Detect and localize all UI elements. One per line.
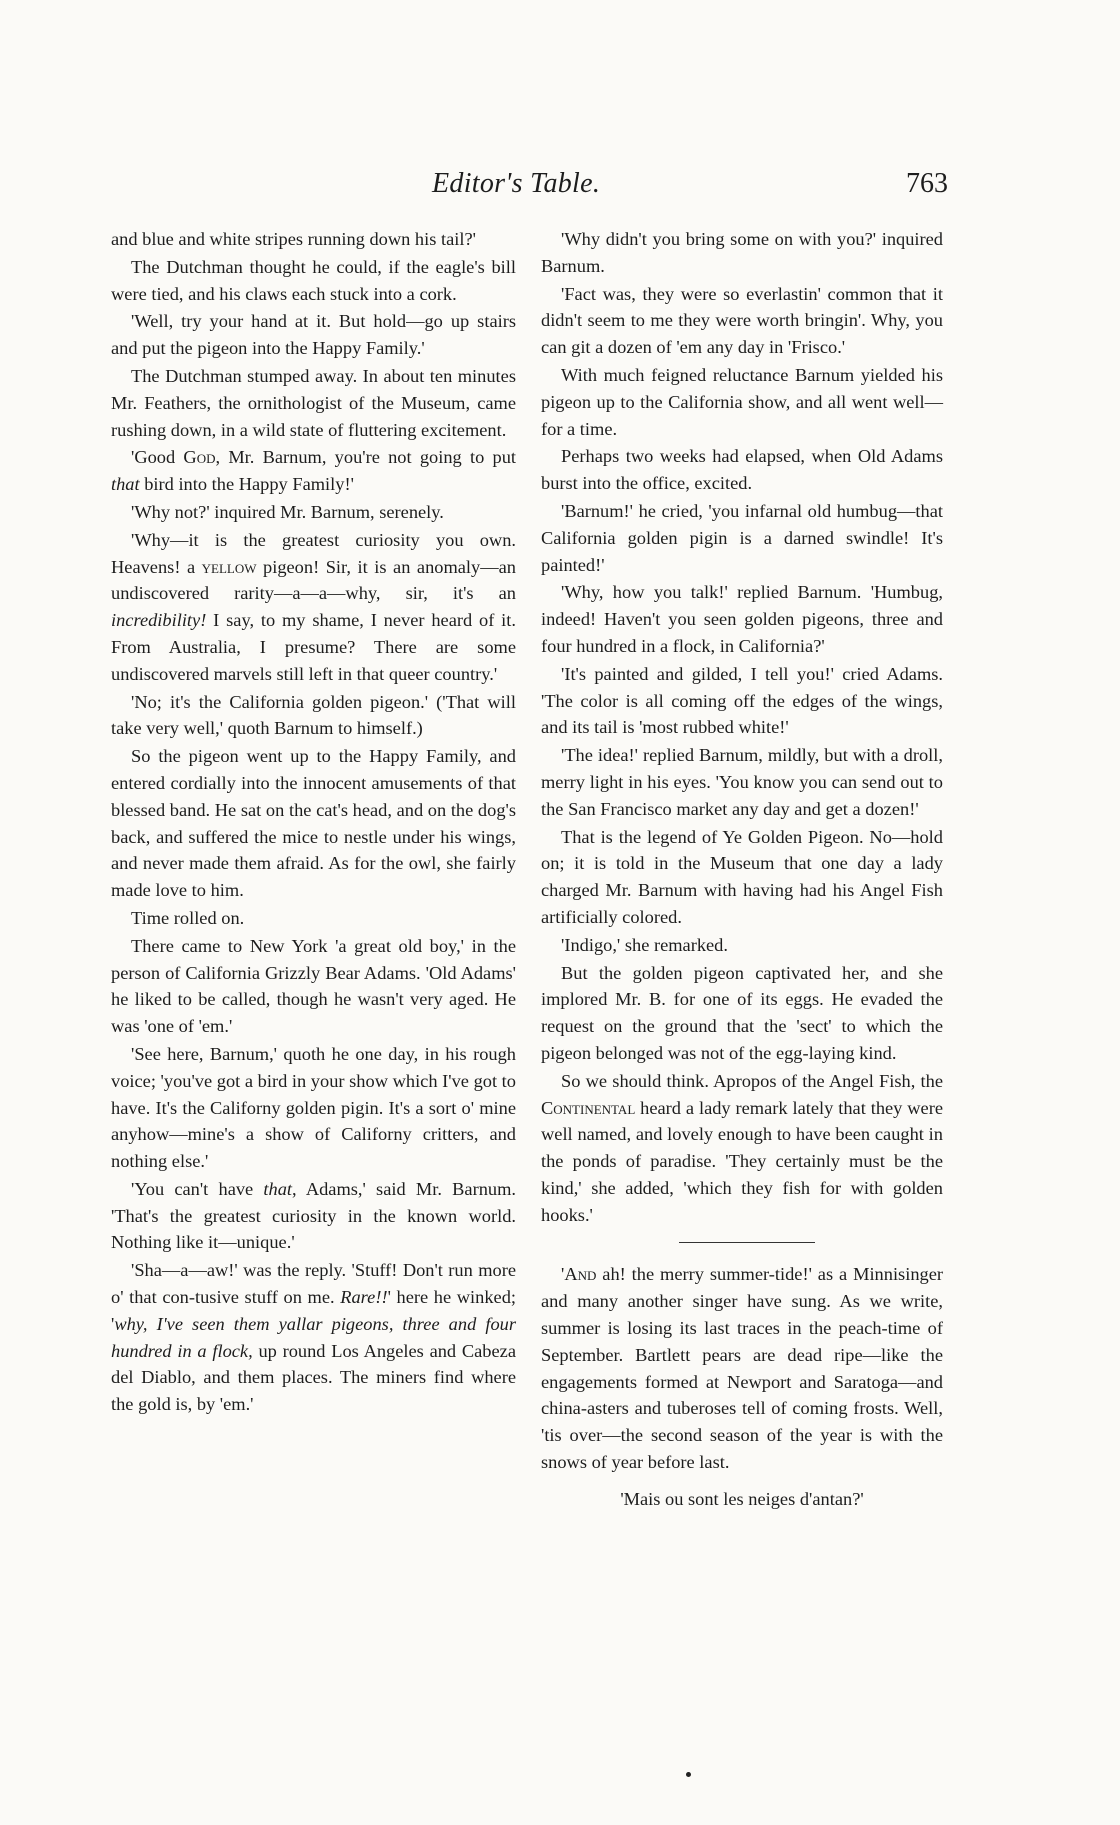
page-number: 763 <box>906 168 948 199</box>
paragraph <box>541 1068 943 1229</box>
paragraph: 'It's painted and gilded, I tell you!' cried Adams. 'The color is all coming off the edges of the wings, and its tail is 'most rubbed white!' <box>541 663 943 738</box>
text-run: , Mr. Barnum, you're not going to put <box>215 447 516 468</box>
paragraph: 'See here, Barnum,' quoth he one day, in his rough voice; 'you've got a bird in your show which I've got to have. It's the Californy golden pigin. It's a sort o' mine anyhow—mine's a show of Californy critters, and nothing else.' <box>111 1043 516 1172</box>
small-caps-text: yellow <box>201 556 257 577</box>
small-caps-text: Continental <box>541 1097 636 1118</box>
running-head <box>0 168 1120 208</box>
paragraph: The Dutchman stumped away. In about ten minutes Mr. Feathers, the ornithologist of the Museum, came rushing down, in a wild state of fluttering excitement. <box>111 365 516 440</box>
paragraph <box>111 1257 516 1418</box>
paragraph <box>111 444 516 498</box>
paragraph: With much feigned reluctance Barnum yielded his pigeon up to the California show, and all went well—for a time. <box>541 364 943 439</box>
text-run: , Adams,' said Mr. Barnum. 'That's the greatest curiosity in the known world. Nothing like it—unique.' <box>111 1178 516 1253</box>
small-caps-text: And <box>564 1264 597 1285</box>
italic-text: Rare!! <box>340 1287 388 1308</box>
italic-text: that <box>263 1178 293 1199</box>
paragraph <box>111 527 516 688</box>
paragraph: That is the legend of Ye Golden Pigeon. No—hold on; it is told in the Museum that one day a lady charged Mr. Barnum with having had his Angel Fish artificially colored. <box>541 826 943 927</box>
paragraph: 'Why not?' inquired Mr. Barnum, serenely. <box>131 501 444 522</box>
paragraph: and blue and white stripes running down his tail?' <box>111 229 476 249</box>
text-run: pigeon! Sir, it is an anomaly—an undiscovered rarity—a—a—why, sir, it's an <box>111 556 516 604</box>
paragraph: 'Fact was, they were so everlastin' common that it didn't seem to me they were worth bringin'. Why, you can git a dozen of 'em any day in 'Frisco.' <box>541 283 943 358</box>
paragraph: Time rolled on. <box>131 907 245 928</box>
epigraph: 'Mais ou sont les neiges d'antan?' <box>620 1488 864 1509</box>
small-caps-text: God <box>183 447 216 468</box>
text-run: ' here he winked; ' <box>111 1287 516 1334</box>
text-run: ah! the merry summer-tide!' as a Minnisinger and many another singer have sung. As we write, summer is losing its last traces in the peach-time of September. Bartlett pears are dead ripe—like the engagements formed at Newport and Saratoga—and china-asters and tuberoses tell of coming frosts. Well, 'tis over—the second season of the year is with the snows of year before last. <box>541 1264 943 1473</box>
italic-text: incredibility! <box>111 610 207 631</box>
text-run: 'Why—it is the greatest curiosity you own. Heavens! a <box>111 529 516 577</box>
printer-mark <box>686 1772 691 1777</box>
text-run: So we should think. Apropos of the Angel Fish, the <box>561 1070 943 1091</box>
paragraph: 'Why, how you talk!' replied Barnum. 'Humbug, indeed! Haven't you seen golden pigeons, three and four hundred in a flock, in California?' <box>541 582 943 656</box>
italic-text: that <box>111 474 140 495</box>
paragraph: 'Indigo,' she remarked. <box>561 934 728 955</box>
italic-text: why, I've seen them yallar pigeons, three and four hundred in a flock, <box>111 1313 516 1361</box>
paragraph: Perhaps two weeks had elapsed, when Old Adams burst into the office, excited. <box>541 446 943 494</box>
paragraph: 'Barnum!' he cried, 'you infarnal old humbug—that California golden pigin is a darned swindle! It's painted!' <box>541 500 943 575</box>
right-column <box>541 226 943 1514</box>
text-run: bird into the Happy Family!' <box>139 474 354 495</box>
paragraph: There came to New York 'a great old boy,' in the person of California Grizzly Bear Adams. 'Old Adams' he liked to be called, though he wasn't very aged. He was 'one of 'em.' <box>111 935 516 1037</box>
text-run: I say, to my shame, I never heard of it. From Australia, I presume? There are some undiscovered marvels still left in that queer country.' <box>111 610 516 684</box>
paragraph: So the pigeon went up to the Happy Family, and entered cordially into the innocent amusements of that blessed band. He sat on the cat's head, and on the dog's back, and suffered the mice to nestle under his wings, and never made them afraid. As for the owl, she fairly made love to him. <box>111 746 516 901</box>
section-divider <box>679 1242 815 1243</box>
running-head-title: Editor's Table. <box>432 168 601 199</box>
paragraph <box>541 1261 943 1475</box>
paragraph: 'The idea!' replied Barnum, mildly, but with a droll, merry light in his eyes. 'You know you can send out to the San Francisco market any day and get a dozen!' <box>541 745 943 819</box>
text-run: 'You can't have <box>131 1178 264 1199</box>
text-run: heard a lady remark lately that they were well named, and lovely enough to have been caught in the ponds of paradise. 'They certainly must be the kind,' she added, 'which they fish for with golden hooks.' <box>541 1097 943 1225</box>
left-column <box>111 226 516 1419</box>
paragraph: But the golden pigeon captivated her, and she implored Mr. B. for one of its eggs. He evaded the request on the ground that the 'sect' to which the pigeon belonged was not of the egg-laying kind. <box>541 962 943 1063</box>
text-run: up round Los Angeles and Cabeza del Diablo, and them places. The miners find where the gold is, by 'em.' <box>111 1340 516 1415</box>
paragraph: 'Well, try your hand at it. But hold—go up stairs and put the pigeon into the Happy Family.' <box>111 311 516 359</box>
paragraph: 'Why didn't you bring some on with you?' inquired Barnum. <box>541 229 943 276</box>
paragraph: The Dutchman thought he could, if the eagle's bill were tied, and his claws each stuck into a cork. <box>111 256 516 304</box>
text-run: 'Good <box>131 447 184 468</box>
text-run: 'Sha—a—aw!' was the reply. 'Stuff! Don't run more o' that con-tusive stuff on me. <box>111 1260 516 1308</box>
paragraph <box>111 1176 516 1256</box>
text-run: ' <box>561 1264 565 1285</box>
paragraph: 'No; it's the California golden pigeon.' ('That will take very well,' quoth Barnum to himself.) <box>111 691 516 739</box>
